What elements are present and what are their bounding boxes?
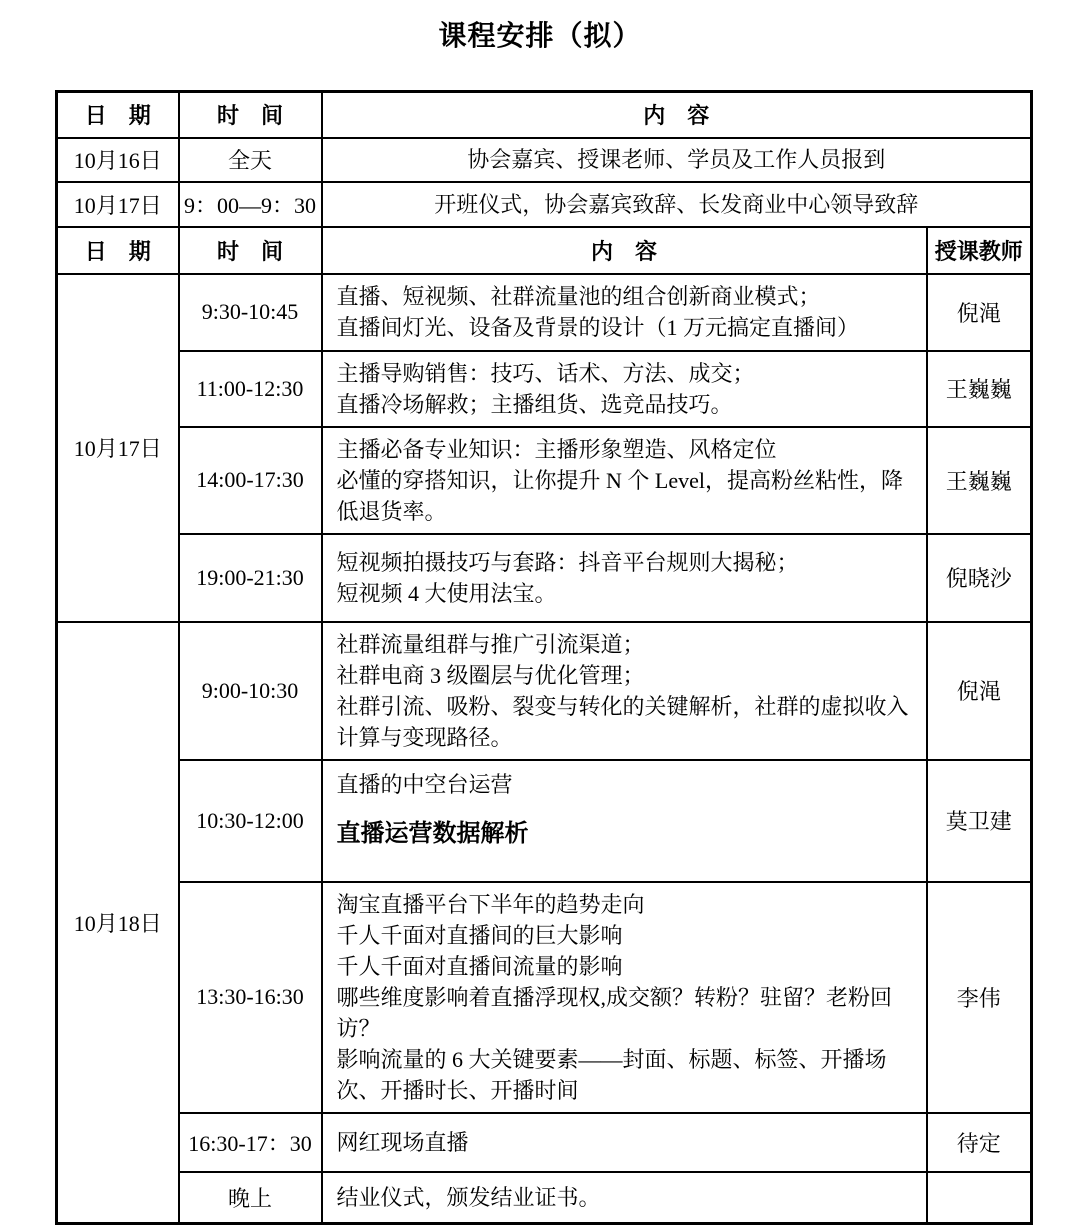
schedule-row xyxy=(57,1172,1032,1224)
schedule-row xyxy=(57,882,1032,1113)
content-line: 短视频 4 大使用法宝。 xyxy=(336,580,557,606)
header-teacher: 授课教师 xyxy=(927,227,1032,274)
schedule-row xyxy=(57,274,1032,351)
content-line: 主播导购销售：技巧、话术、方法、成交； xyxy=(336,360,755,386)
content-line: 直播、短视频、社群流量池的组合创新商业模式； xyxy=(336,284,821,309)
schedule-row xyxy=(57,622,1032,760)
content-line: 千人千面对直播间流量的影响 xyxy=(336,953,623,979)
time-cell: 晚上 xyxy=(179,1172,322,1224)
intro-row xyxy=(57,138,1032,182)
schedule-row xyxy=(57,760,1032,882)
header-date: 日 期 xyxy=(57,92,179,138)
date-cell: 10月17日 xyxy=(57,182,179,227)
date-cell: 10月16日 xyxy=(57,138,179,182)
content-line: 主播必备专业知识：主播形象塑造、风格定位 xyxy=(336,436,777,462)
teacher-cell: 倪渑 xyxy=(927,274,1032,351)
schedule-table xyxy=(55,90,1033,1225)
content-line: 社群流量组群与推广引流渠道； xyxy=(336,631,645,657)
content-line: 直播冷场解救；主播组货、选竞品技巧。 xyxy=(336,391,733,417)
content-line: 哪些维度影响着直播浮现权,成交额？转粉？驻留？老粉回访？ xyxy=(336,984,893,1041)
content-line: 淘宝直播平台下半年的趋势走向 xyxy=(336,891,645,917)
teacher-cell: 王巍巍 xyxy=(927,427,1032,534)
teacher-cell: 李伟 xyxy=(927,882,1032,1113)
time-cell: 14:00-17:30 xyxy=(179,427,322,534)
teacher-cell: 王巍巍 xyxy=(927,351,1032,427)
teacher-cell: 莫卫建 xyxy=(927,760,1032,882)
content-line: 直播的中空台运营 xyxy=(336,771,513,797)
teacher-cell xyxy=(927,1172,1032,1224)
intro-row xyxy=(57,182,1032,227)
content-cell xyxy=(322,274,927,351)
time-cell: 10:30-12:00 xyxy=(179,760,322,882)
header-time: 时 间 xyxy=(179,92,322,138)
schedule-row xyxy=(57,427,1032,534)
content-line: 网红现场直播 xyxy=(336,1129,469,1155)
time-cell: 9:30-10:45 xyxy=(179,274,322,351)
schedule-row xyxy=(57,1113,1032,1172)
content-line: 必懂的穿搭知识，让你提升 N 个 Level，提高粉丝粘性，降低退货率。 xyxy=(336,467,903,524)
teacher-cell: 待定 xyxy=(927,1113,1032,1172)
header-date: 日 期 xyxy=(57,227,179,274)
time-cell: 19:00-21:30 xyxy=(179,534,322,622)
teacher-cell: 倪渑 xyxy=(927,622,1032,760)
content-line: 结业仪式，颁发结业证书。 xyxy=(336,1184,601,1210)
content-cell: 开班仪式，协会嘉宾致辞、长发商业中心领导致辞 xyxy=(322,182,1032,227)
content-line-bold: 直播运营数据解析 xyxy=(336,819,529,847)
content-line: 千人千面对直播间的巨大影响 xyxy=(336,922,623,948)
content-cell xyxy=(322,760,927,882)
content-cell xyxy=(322,622,927,760)
time-cell: 13:30-16:30 xyxy=(179,882,322,1113)
content-line: 社群电商 3 级圈层与优化管理； xyxy=(336,662,645,688)
schedule-row xyxy=(57,534,1032,622)
content-line: 短视频拍摄技巧与套路：抖音平台规则大揭秘； xyxy=(336,549,799,575)
content-cell xyxy=(322,1113,927,1172)
content-line: 直播间灯光、设备及背景的设计（1 万元搞定直播间） xyxy=(336,315,860,340)
page-title: 课程安排（拟） xyxy=(438,20,642,51)
time-cell: 11:00-12:30 xyxy=(179,351,322,427)
content-cell xyxy=(322,882,927,1113)
time-cell: 9：00—9：30 xyxy=(179,182,322,227)
date-cell: 10月18日 xyxy=(57,622,179,1224)
content-line: 社群引流、吸粉、裂变与转化的关键解析，社群的虚拟收入计算与变现路径。 xyxy=(336,693,909,750)
teacher-cell: 倪晓沙 xyxy=(927,534,1032,622)
header-row-main xyxy=(57,227,1032,274)
header-content: 内 容 xyxy=(322,227,927,274)
content-cell: 协会嘉宾、授课老师、学员及工作人员报到 xyxy=(322,138,1032,182)
date-cell: 10月17日 xyxy=(57,274,179,622)
time-cell: 9:00-10:30 xyxy=(179,622,322,760)
content-cell xyxy=(322,351,927,427)
content-cell xyxy=(322,1172,927,1224)
time-cell: 全天 xyxy=(179,138,322,182)
header-time: 时 间 xyxy=(179,227,322,274)
schedule-row xyxy=(57,351,1032,427)
header-row-top xyxy=(57,92,1032,138)
time-cell: 16:30-17：30 xyxy=(179,1113,322,1172)
content-line: 影响流量的 6 大关键要素——封面、标题、标签、开播场次、开播时长、开播时间 xyxy=(336,1046,887,1103)
content-cell xyxy=(322,427,927,534)
content-cell xyxy=(322,534,927,622)
header-content: 内 容 xyxy=(322,92,1032,138)
